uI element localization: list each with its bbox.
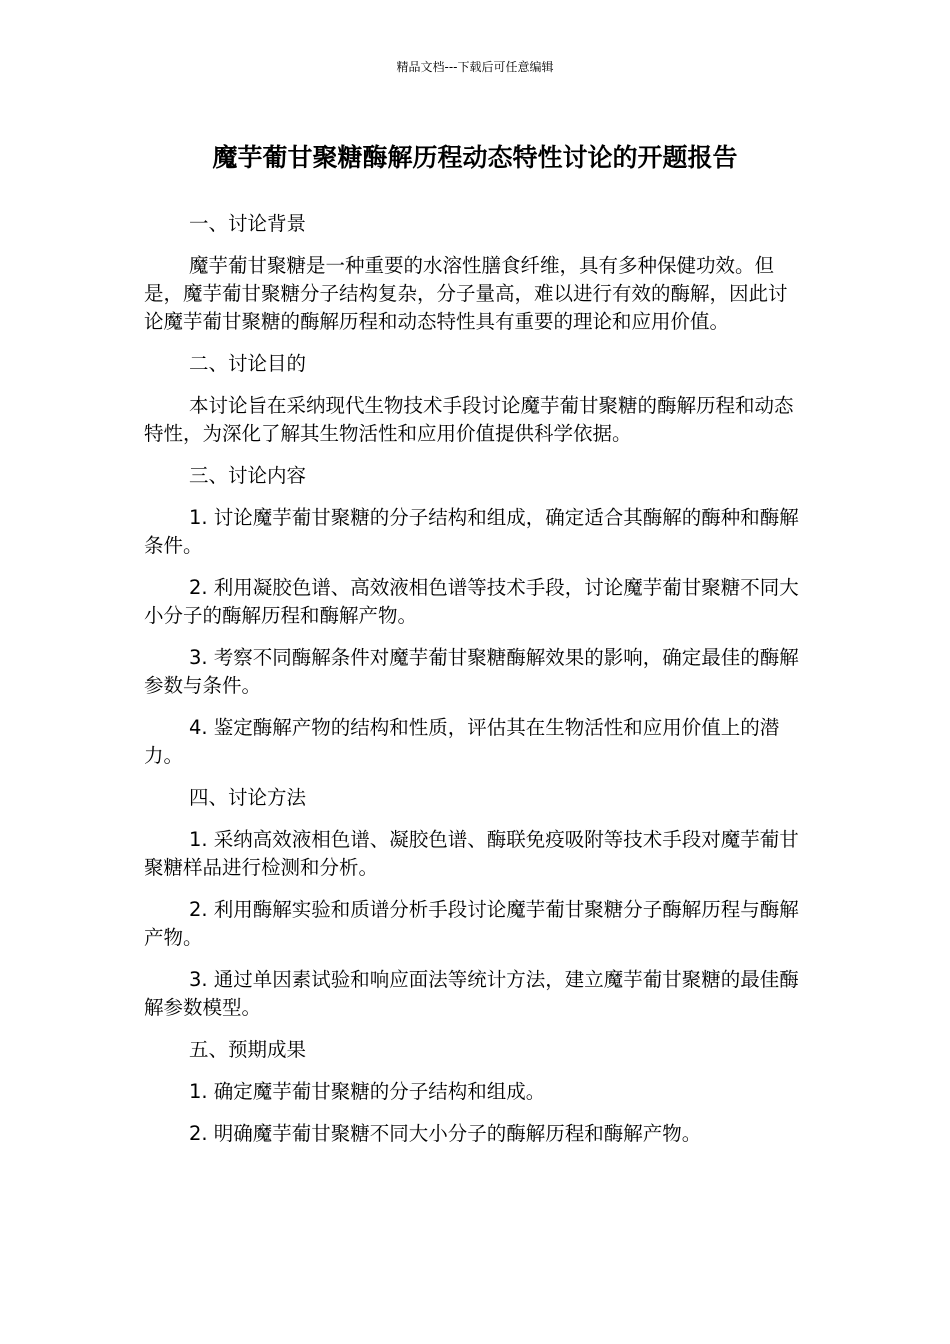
page-header: 精品文档---下载后可任意编辑: [396, 60, 554, 74]
list-item: 1. 确定魔芋葡甘聚糖的分子结构和组成。: [189, 1080, 546, 1103]
document-body: [144, 210, 800, 1162]
section-heading: 五、预期成果: [189, 1038, 307, 1061]
list-item: 2. 利用酶解实验和质谱分析手段讨论魔芋葡甘聚糖分子酶解历程与酶解产物。: [144, 898, 799, 949]
section-heading: 一、讨论背景: [189, 212, 307, 235]
section-heading: 二、讨论目的: [189, 352, 307, 375]
paragraph: 魔芋葡甘聚糖是一种重要的水溶性膳食纤维，具有多种保健功效。但是，魔芋葡甘聚糖分子结构复杂，分子量高，难以进行有效的酶解，因此讨论魔芋葡甘聚糖的酶解历程和动态特性具有重要的理论和应用价值。: [144, 254, 788, 333]
paragraph: 本讨论旨在采纳现代生物技术手段讨论魔芋葡甘聚糖的酶解历程和动态特性，为深化了解其生物活性和应用价值提供科学依据。: [144, 394, 794, 445]
section-heading: 四、讨论方法: [189, 786, 307, 809]
list-item: 3. 考察不同酶解条件对魔芋葡甘聚糖酶解效果的影响，确定最佳的酶解参数与条件。: [144, 646, 799, 697]
list-item: 1. 讨论魔芋葡甘聚糖的分子结构和组成，确定适合其酶解的酶种和酶解条件。: [144, 506, 799, 557]
list-item: 4. 鉴定酶解产物的结构和性质，评估其在生物活性和应用价值上的潜力。: [144, 716, 780, 767]
section-heading: 三、讨论内容: [189, 464, 307, 487]
list-item: 2. 利用凝胶色谱、高效液相色谱等技术手段，讨论魔芋葡甘聚糖不同大小分子的酶解历程和酶解产物。: [144, 576, 799, 627]
document-title: 魔芋葡甘聚糖酶解历程动态特性讨论的开题报告: [212, 143, 738, 172]
list-item: 1. 采纳高效液相色谱、凝胶色谱、酶联免疫吸附等技术手段对魔芋葡甘聚糖样品进行检测和分析。: [144, 828, 799, 879]
list-item: 2. 明确魔芋葡甘聚糖不同大小分子的酶解历程和酶解产物。: [189, 1122, 702, 1145]
list-item: 3. 通过单因素试验和响应面法等统计方法，建立魔芋葡甘聚糖的最佳酶解参数模型。: [144, 968, 799, 1019]
